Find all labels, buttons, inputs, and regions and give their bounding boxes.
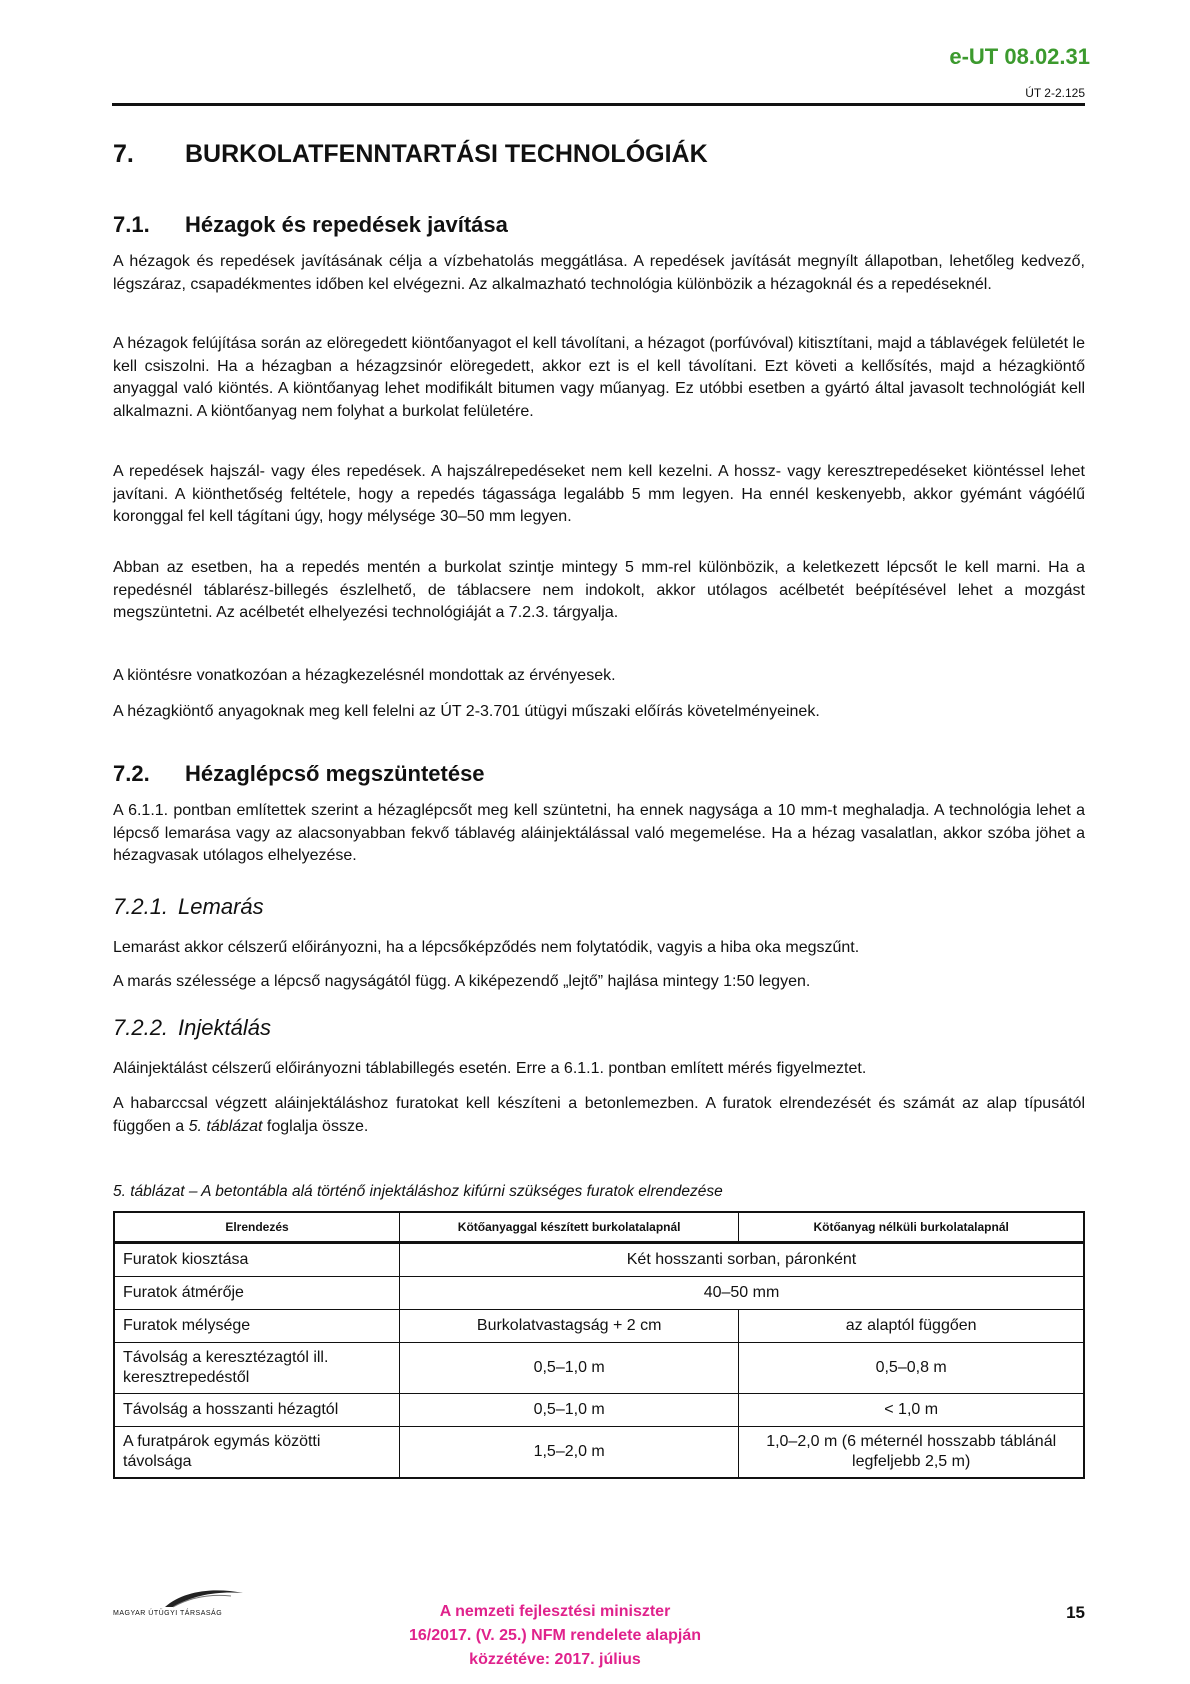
page-number: 15 <box>1066 1603 1085 1622</box>
chapter-number: 7. <box>113 140 134 168</box>
paragraph: A kiöntésre vonatkozóan a hézagkezelésnél mondottak az érvényesek. <box>113 667 616 684</box>
publication-note-line: közzétéve: 2017. július <box>469 1651 641 1668</box>
document-reference: ÚT 2-2.125 <box>1025 86 1085 100</box>
paragraph: A hézagok és repedések javításának célja a vízbehatolás meggátlása. A repedések javítását megnyílt állapotban, lehetőleg kedvező, légszáraz, csapadékmentes időben kel elvégezni. Az alkalmazható technológia különbözik a hézagoknál és a repedéseknél. <box>113 253 1085 293</box>
table-header-cell: Kötőanyaggal készített burkolatalapnál <box>400 1212 739 1243</box>
subsection-number: 7.2.1. <box>113 894 169 919</box>
subsection-7-2-2-heading <box>113 1015 271 1041</box>
table-cell: 0,5–1,0 m <box>400 1394 739 1427</box>
table-cell: 1,0–2,0 m (6 méternél hosszabb táblánál legfeljebb 2,5 m) <box>739 1427 1084 1479</box>
table-cell: 1,5–2,0 m <box>400 1427 739 1479</box>
paragraph: A 6.1.1. pontban említettek szerint a hézaglépcsőt meg kell szüntetni, ha ennek nagysága a 10 mm-t meghaladja. A technológia lehet a lépcső lemarása vagy az alacsonyabban fekvő táblavég aláinjektálással való megemelése. Ha a hézag vasalatlan, akkor szóba jöhet a hézagvasak utólagos elhelyezése. <box>113 802 1085 864</box>
table-row <box>114 1427 1084 1479</box>
table-row <box>114 1343 1084 1394</box>
society-logo <box>113 1587 263 1617</box>
paragraph-text: A habarccsal végzett aláinjektáláshoz furatokat kell készíteni a betonlemezben. A furatok elrendezését és számát az alap típusától függően a <box>113 1095 1085 1135</box>
row-label: Távolság a keresztézagtól ill. keresztrepedéstől <box>114 1343 400 1394</box>
subsection-number: 7.2.2. <box>113 1015 169 1040</box>
paragraph: A hézagkiöntő anyagoknak meg kell felelni az ÚT 2-3.701 útügyi műszaki előírás követelményeinek. <box>113 703 820 720</box>
table-reference: 5. táblázat <box>188 1117 263 1135</box>
table-cell: 0,5–1,0 m <box>400 1343 739 1394</box>
table-header-cell: Elrendezés <box>114 1212 400 1243</box>
row-label: Furatok kiosztása <box>114 1243 400 1277</box>
publication-note-line: A nemzeti fejlesztési miniszter <box>439 1603 671 1620</box>
table-cell: < 1,0 m <box>739 1394 1084 1427</box>
table-cell: 40–50 mm <box>400 1277 1085 1310</box>
row-label: A furatpárok egymás közötti távolsága <box>114 1427 400 1479</box>
drill-hole-table <box>113 1211 1085 1479</box>
section-number: 7.2. <box>113 761 150 786</box>
table-cell: 0,5–0,8 m <box>739 1343 1084 1394</box>
row-label: Furatok átmérője <box>114 1277 400 1310</box>
chapter-heading <box>113 140 708 169</box>
paragraph: A marás szélessége a lépcső nagyságától függ. A kiképezendő „lejtő” hajlása mintegy 1:50 legyen. <box>113 973 811 990</box>
subsection-title: Lemarás <box>178 894 264 919</box>
table-cell: az alaptól függően <box>739 1310 1084 1343</box>
row-label: Távolság a hosszanti hézagtól <box>114 1394 400 1427</box>
paragraph: Aláinjektálást célszerű előirányozni táblabillegés esetén. Erre a 6.1.1. pontban említett mérés figyelmeztet. <box>113 1060 867 1077</box>
table-caption: 5. táblázat – A betontábla alá történő injektáláshoz kifúrni szükséges furatok elrendezése <box>113 1183 723 1200</box>
paragraph <box>113 1093 1085 1138</box>
table-row <box>114 1394 1084 1427</box>
paragraph-text: foglalja össze. <box>262 1117 369 1135</box>
table-cell: Burkolatvastagság + 2 cm <box>400 1310 739 1343</box>
table-cell: Két hosszanti sorban, páronként <box>400 1243 1085 1277</box>
table-row <box>114 1243 1084 1277</box>
paragraph: A repedések hajszál- vagy éles repedések. A hajszálrepedéseket nem kell kezelni. A hossz- vagy keresztrepedéseket kiöntéssel lehet javítani. A kiönthetőség feltétele, hogy a repedés tágassága legalább 5 mm legyen. Ha ennél keskenyebb, akkor gyémánt vágóélű koronggal fel kell tágítani úgy, hogy mélysége 30–50 mm legyen. <box>113 463 1085 525</box>
row-label: Furatok mélysége <box>114 1310 400 1343</box>
paragraph: A hézagok felújítása során az elöregedett kiöntőanyagot el kell távolítani, a hézagot (porfúvóval) kitisztítani, majd a táblavégek felületét le kell csiszolni. Ha a hézagban a hézagzsinór elöregedett, akkor ezt is el kell távolítani. Ezt követi a kellősítés, majd a hézagkiöntő anyaggal való kiöntés. A kiöntőanyag lehet modifikált bitumen vagy műanyag. Ez utóbbi esetben a gyártó által javasolt technológiát kell alkalmazni. A kiöntőanyag nem folyhat a burkolat felületére. <box>113 335 1085 420</box>
document-code: e-UT 08.02.31 <box>949 44 1090 69</box>
paragraph: Abban az esetben, ha a repedés mentén a burkolat szintje mintegy 5 mm-rel különbözik, a keletkezett lépcsőt le kell marni. Ha a repedésnél táblarész-billegés észlelhető, de táblacsere nem indokolt, akkor utólagos acélbetét beépítésével lehet a mozgást megszüntetni. Az acélbetét elhelyezési technológiáját a 7.2.3. tárgyalja. <box>113 559 1085 621</box>
table-header-cell: Kötőanyag nélküli burkolatalapnál <box>739 1212 1084 1243</box>
publication-note-line: 16/2017. (V. 25.) NFM rendelete alapján <box>409 1627 701 1644</box>
subsection-title: Injektálás <box>178 1015 271 1040</box>
publication-note <box>405 1600 705 1672</box>
header-divider <box>112 103 1085 106</box>
section-7-2-heading <box>113 761 485 787</box>
subsection-7-2-1-heading <box>113 894 264 920</box>
logo-text: MAGYAR ÚTÜGYI TÁRSASÁG <box>113 1610 223 1617</box>
table-row <box>114 1310 1084 1343</box>
section-title: Hézagok és repedések javítása <box>185 212 508 237</box>
chapter-title: BURKOLATFENNTARTÁSI TECHNOLÓGIÁK <box>185 140 708 168</box>
section-title: Hézaglépcső megszüntetése <box>185 761 485 786</box>
table-row <box>114 1277 1084 1310</box>
table-header-row <box>114 1212 1084 1243</box>
section-7-1-heading <box>113 212 508 238</box>
swoosh-icon <box>113 1587 263 1609</box>
paragraph: Lemarást akkor célszerű előirányozni, ha a lépcsőképződés nem folytatódik, vagyis a hiba oka megszűnt. <box>113 939 860 956</box>
section-number: 7.1. <box>113 212 150 237</box>
